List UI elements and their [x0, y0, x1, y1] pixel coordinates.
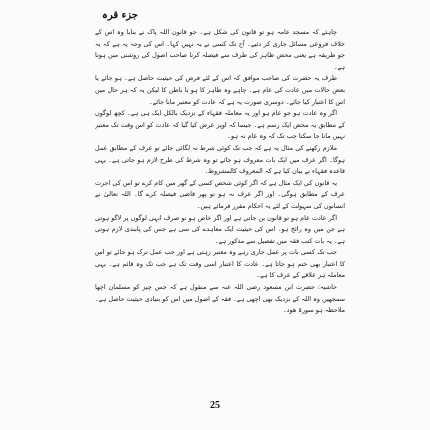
paragraph: ملازم رکھنے کی مثال یہ ہے کہ جب تک کوئی شرط نہ لگائی جائے تو عرف کے مطابق عمل ہوگا۔ اگر عرف میں ایک بات معروف ہو جائے تو وہ شرط کی طرح لازم ہو جاتی ہے۔ یہی قاعدہ فقہاء نے بیان کیا ہے کہ المعروف کالمشروط۔ — [95, 143, 345, 176]
paragraph: چاہئے کہ مسجد عامہ ہو تو قانون کی شکل ہے۔ جو قانون اللہ پاک نے بنایا وہ اس کے خلاف فروعی مسائل جاری کر دئیے۔ آج تک کسی نے یہ نہیں کہا۔ اس کی وجہ یہ ہے کہ یہ جو طریقہ ہے یعنی محض ظاہر کی طرف سے فیصلہ کرنا صاحب اصول کی روشنی میں ہوتا ہے۔ — [95, 28, 345, 71]
paragraph: اگر عادت عام ہو تو قانون بن جاتی ہے اور اگر خاص ہو تو صرف انہی لوگوں پر لاگو ہوتی ہے جن میں وہ رائج ہو۔ اس کی حیثیت ایک معاہدے کی سی ہے جس کی پابندی لازم ہوتی ہے۔ یہ بات کتب فقہ میں تفصیل سے مذکور ہے۔ — [95, 213, 345, 245]
body-text — [95, 27, 345, 395]
paragraph: جب تک کسی بات پر عمل جاری رہے وہ معتبر رہتی ہے اور جب عمل ترک ہو جائے تو اس کا اعتبار بھی ختم ہو جاتا ہے۔ عادت کا اعتبار اسی وقت تک ہے جب تک وہ قائم ہے۔ یہی معاملہ ہر علاقے کے عرف کا ہے۔ — [95, 248, 345, 280]
page-header: جزء قرہ — [101, 10, 138, 21]
page-number: 25 — [210, 400, 220, 411]
paragraph: اگر وہ عادت ہو جو عام ہو اور یہ معاملہ فقہاء کے نزدیک بالکل ایک ہی ہے۔ کچھ لوگوں کے مطابق یہ محض ایک رسم ہے۔ جیسا کہ اوپر عرض کیا گیا کہ عادت کو اس وقت تک معتبر نہیں مانا جا سکتا جب تک کہ وہ عام نہ ہو۔ — [95, 109, 345, 141]
paragraph: طرف یہ حضرت کی صاحب موافق کہ اس کے لئے فرض کی حیثیت حاصل ہے۔ ہو جائے یا بعض حالات میں عادت کی عام ہے۔ چاہے وہ ظاہر کا ہو یا باطن کا لیکن یہ کہ ہر حال میں اس کا اعتبار کیا جائے۔ دوسری صورت یہ ہے کہ عادت کو معتبر مانا جائے۔ — [95, 74, 345, 106]
paragraph: یہ قانون کی ایک مثال ہے کہ اگر کوئی شخص کسی کے گھر میں کام کرے تو اس کی اجرت عرف کے مطابق ہوگی۔ اور اگر عرف نہ ہو تو پھر قاضی فیصلہ کرے گا۔ اللہ تعالیٰ نے انسانوں کی سہولت کے لئے یہ احکام مقرر فرمائے ہیں۔ — [95, 178, 345, 210]
footnote-paragraph: حاشیہ: حضرت ابن مسعود رضی اللہ عنہ سے منقول ہے کہ جس چیز کو مسلمان اچھا سمجھیں وہ اللہ کے نزدیک بھی اچھی ہے۔ فقہ کے اصول میں اس کو بنیادی حیثیت حاصل ہے۔ ملاحظہ ہو سورۃ ھود۔ — [95, 283, 345, 315]
